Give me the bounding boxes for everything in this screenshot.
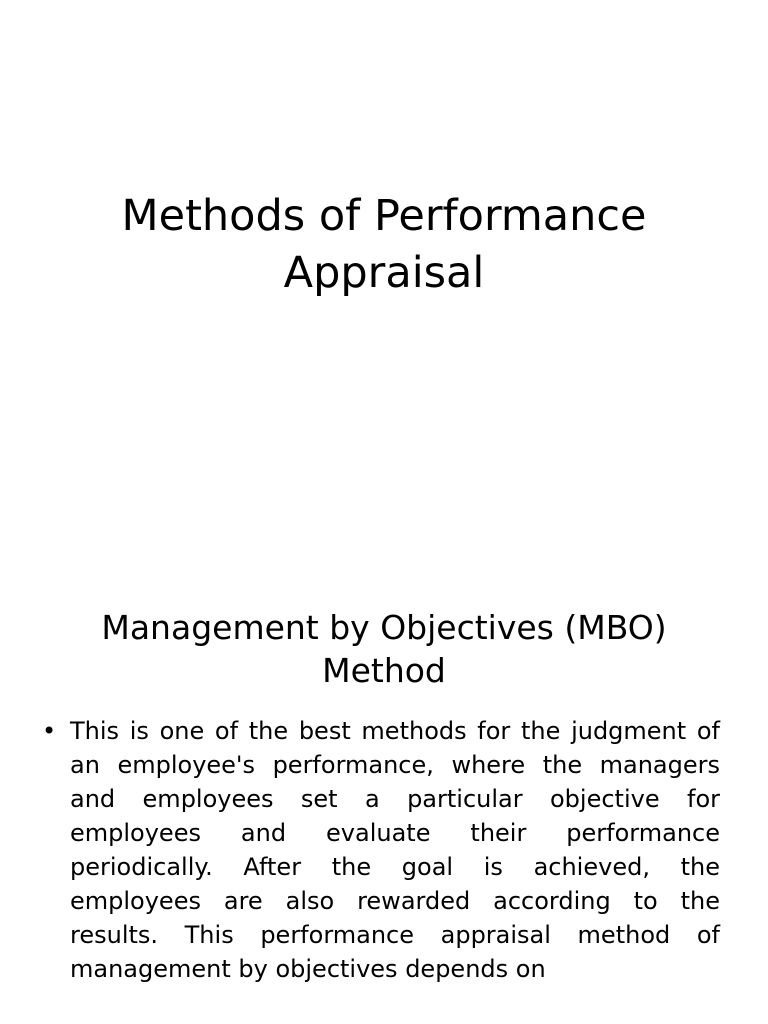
slide-heading: Management by Objectives (MBO) Method xyxy=(101,608,667,690)
bullet-list xyxy=(42,714,720,986)
bullet-marker: • xyxy=(42,717,57,745)
content-slide xyxy=(0,576,768,1024)
slide-title: Methods of Performance Appraisal xyxy=(121,191,647,298)
bullet-item xyxy=(42,714,720,986)
bullet-text: This is one of the best methods for the judgment of an employee's performance, where the managers and employees set a particular objective for employees and evaluate their performance periodically. After the goal is achieved, the employees are also rewarded according to the results. This performance appraisal method of management by objectives depends on xyxy=(70,717,720,983)
